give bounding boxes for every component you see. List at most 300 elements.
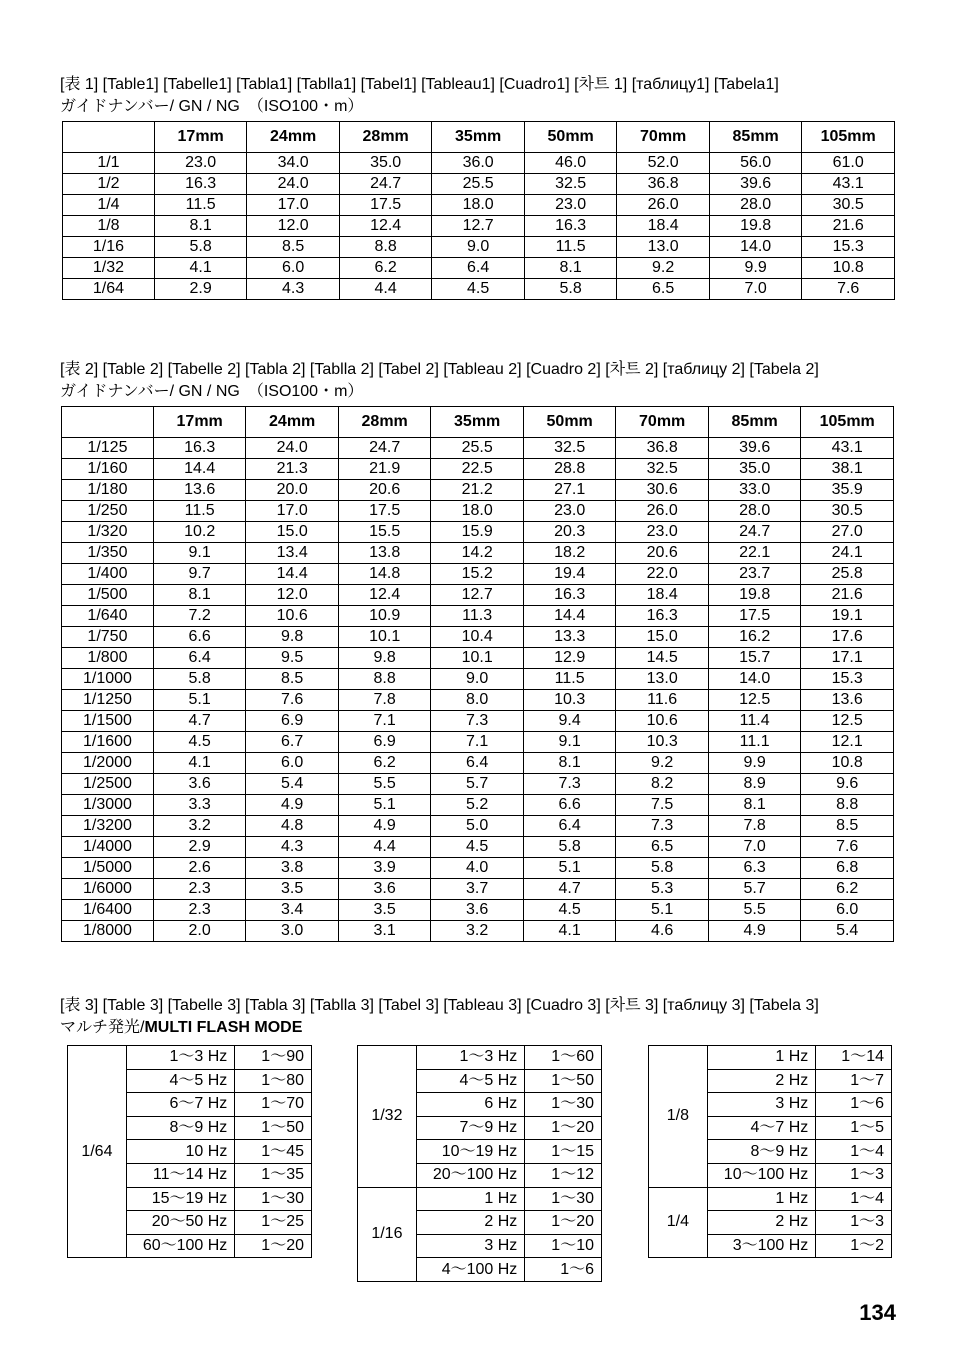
guide-number-cell: 7.1: [338, 711, 431, 732]
guide-number-cell: 11.5: [523, 669, 616, 690]
guide-number-cell: 7.0: [708, 837, 801, 858]
table-row: [649, 1187, 892, 1211]
table1-caption-line2: ガイドナンバー/ GN / NG （ISO100・m）: [60, 98, 364, 115]
guide-number-cell: 43.1: [802, 174, 895, 195]
guide-number-cell: 20.6: [338, 480, 431, 501]
flash-count-cell: 1～20: [235, 1234, 312, 1258]
guide-number-cell: 20.6: [616, 543, 709, 564]
guide-number-cell: 11.6: [616, 690, 709, 711]
guide-number-cell: 36.8: [617, 174, 710, 195]
guide-number-cell: 27.0: [801, 522, 894, 543]
guide-number-cell: 4.5: [523, 900, 616, 921]
power-level-cell: 1/1500: [62, 711, 154, 732]
guide-number-cell: 2.9: [153, 837, 246, 858]
power-level-cell: 1/160: [62, 459, 154, 480]
frequency-cell: 1 Hz: [416, 1187, 525, 1211]
guide-number-cell: 8.2: [616, 774, 709, 795]
table-row: [63, 195, 895, 216]
guide-number-cell: 8.1: [523, 753, 616, 774]
corner-header: [63, 122, 155, 153]
frequency-cell: 20～100 Hz: [416, 1163, 525, 1187]
guide-number-cell: 7.1: [431, 732, 524, 753]
guide-number-cell: 17.5: [708, 606, 801, 627]
guide-number-cell: 6.4: [523, 816, 616, 837]
multi-flash-table-3: [648, 1045, 892, 1258]
guide-number-cell: 32.5: [524, 174, 617, 195]
guide-number-cell: 9.2: [617, 258, 710, 279]
guide-number-cell: 17.5: [338, 501, 431, 522]
flash-count-cell: 1～45: [235, 1140, 312, 1164]
frequency-cell: 1～3 Hz: [416, 1046, 525, 1070]
guide-number-cell: 23.0: [524, 195, 617, 216]
power-level-cell: 1/350: [62, 543, 154, 564]
guide-number-cell: 9.4: [523, 711, 616, 732]
flash-count-cell: 1～2: [816, 1234, 892, 1258]
table-row: [62, 795, 894, 816]
guide-number-cell: 9.2: [616, 753, 709, 774]
guide-number-cell: 24.7: [338, 438, 431, 459]
guide-number-cell: 9.0: [432, 237, 525, 258]
guide-number-cell: 20.3: [523, 522, 616, 543]
guide-number-cell: 26.0: [616, 501, 709, 522]
frequency-cell: 6～7 Hz: [126, 1093, 235, 1117]
guide-number-cell: 3.2: [431, 921, 524, 942]
focal-length-header: 50mm: [523, 407, 616, 438]
guide-number-cell: 8.8: [338, 669, 431, 690]
guide-number-cell: 24.7: [339, 174, 432, 195]
guide-number-cell: 4.9: [338, 816, 431, 837]
guide-number-cell: 18.0: [432, 195, 525, 216]
table-row: [63, 237, 895, 258]
guide-number-cell: 3.6: [431, 900, 524, 921]
guide-number-cell: 7.6: [246, 690, 339, 711]
guide-number-cell: 11.5: [153, 501, 246, 522]
guide-number-cell: 6.0: [801, 900, 894, 921]
guide-number-cell: 23.0: [616, 522, 709, 543]
focal-length-header: 24mm: [246, 407, 339, 438]
guide-number-cell: 13.0: [617, 237, 710, 258]
guide-number-cell: 3.3: [153, 795, 246, 816]
flash-count-cell: 1～3: [816, 1163, 892, 1187]
power-level-cell: 1/16: [358, 1187, 417, 1281]
guide-number-cell: 5.8: [154, 237, 247, 258]
guide-number-cell: 15.3: [802, 237, 895, 258]
guide-number-cell: 6.5: [616, 837, 709, 858]
table-row: [649, 1046, 892, 1070]
guide-number-cell: 16.3: [154, 174, 247, 195]
table-row: [62, 774, 894, 795]
focal-length-header: 35mm: [431, 407, 524, 438]
guide-number-cell: 9.9: [708, 753, 801, 774]
focal-length-header: 105mm: [801, 407, 894, 438]
power-level-cell: 1/800: [62, 648, 154, 669]
guide-number-cell: 9.6: [801, 774, 894, 795]
guide-number-cell: 13.8: [338, 543, 431, 564]
guide-number-cell: 12.9: [523, 648, 616, 669]
guide-number-cell: 6.7: [246, 732, 339, 753]
guide-number-cell: 32.5: [523, 438, 616, 459]
guide-number-cell: 9.5: [246, 648, 339, 669]
guide-number-cell: 10.6: [616, 711, 709, 732]
flash-count-cell: 1～3: [816, 1211, 892, 1235]
focal-length-header: 85mm: [709, 122, 802, 153]
guide-number-cell: 10.2: [153, 522, 246, 543]
frequency-cell: 8～9 Hz: [707, 1140, 816, 1164]
guide-number-cell: 5.5: [338, 774, 431, 795]
flash-count-cell: 1～30: [525, 1187, 602, 1211]
guide-number-cell: 12.0: [246, 585, 339, 606]
guide-number-cell: 52.0: [617, 153, 710, 174]
guide-number-cell: 6.9: [246, 711, 339, 732]
guide-number-cell: 38.1: [801, 459, 894, 480]
flash-count-cell: 1～6: [525, 1258, 602, 1282]
guide-number-cell: 35.0: [339, 153, 432, 174]
guide-number-cell: 13.4: [246, 543, 339, 564]
guide-number-cell: 7.3: [616, 816, 709, 837]
guide-number-cell: 3.6: [153, 774, 246, 795]
table-row: [62, 627, 894, 648]
focal-length-header: 24mm: [247, 122, 340, 153]
guide-number-cell: 14.5: [616, 648, 709, 669]
guide-number-cell: 10.1: [338, 627, 431, 648]
guide-number-cell: 6.8: [801, 858, 894, 879]
guide-number-cell: 26.0: [617, 195, 710, 216]
table-row: [63, 279, 895, 300]
table-row: [62, 522, 894, 543]
table2-caption-line2: ガイドナンバー/ GN / NG （ISO100・m）: [60, 383, 364, 400]
frequency-cell: 1 Hz: [707, 1187, 816, 1211]
guide-number-cell: 2.3: [153, 879, 246, 900]
guide-number-cell: 15.0: [616, 627, 709, 648]
guide-number-cell: 12.1: [801, 732, 894, 753]
guide-number-cell: 3.1: [338, 921, 431, 942]
guide-number-cell: 4.7: [523, 879, 616, 900]
guide-number-cell: 7.8: [708, 816, 801, 837]
table-row: [62, 480, 894, 501]
guide-number-cell: 35.0: [708, 459, 801, 480]
guide-number-cell: 30.6: [616, 480, 709, 501]
table-row: [63, 153, 895, 174]
multi-flash-table-2: [357, 1045, 602, 1282]
power-level-cell: 1/250: [62, 501, 154, 522]
header-row: [63, 122, 895, 153]
power-level-cell: 1/8: [649, 1046, 708, 1188]
guide-number-cell: 19.1: [801, 606, 894, 627]
flash-count-cell: 1～60: [525, 1046, 602, 1070]
table-row: [62, 837, 894, 858]
guide-number-cell: 15.9: [431, 522, 524, 543]
guide-number-cell: 7.3: [431, 711, 524, 732]
guide-number-cell: 3.7: [431, 879, 524, 900]
frequency-cell: 4～7 Hz: [707, 1116, 816, 1140]
guide-number-cell: 13.6: [801, 690, 894, 711]
table-row: [68, 1046, 312, 1070]
frequency-cell: 11～14 Hz: [126, 1163, 235, 1187]
guide-number-cell: 7.8: [338, 690, 431, 711]
guide-number-cell: 5.1: [616, 900, 709, 921]
guide-number-cell: 18.2: [523, 543, 616, 564]
table-row: [62, 669, 894, 690]
power-level-cell: 1/3000: [62, 795, 154, 816]
guide-number-cell: 16.3: [616, 606, 709, 627]
guide-number-cell: 6.6: [523, 795, 616, 816]
power-level-cell: 1/3200: [62, 816, 154, 837]
guide-number-cell: 5.8: [523, 837, 616, 858]
guide-number-cell: 35.9: [801, 480, 894, 501]
guide-number-cell: 23.0: [523, 501, 616, 522]
power-level-cell: 1/640: [62, 606, 154, 627]
table-row: [62, 564, 894, 585]
guide-number-cell: 12.7: [431, 585, 524, 606]
frequency-cell: 60～100 Hz: [126, 1234, 235, 1258]
flash-count-cell: 1～5: [816, 1116, 892, 1140]
guide-number-cell: 3.5: [338, 900, 431, 921]
guide-number-cell: 18.4: [616, 585, 709, 606]
guide-number-cell: 30.5: [802, 195, 895, 216]
frequency-cell: 2 Hz: [707, 1211, 816, 1235]
guide-number-cell: 25.5: [432, 174, 525, 195]
frequency-cell: 6 Hz: [416, 1093, 525, 1117]
guide-number-cell: 23.7: [708, 564, 801, 585]
guide-number-cell: 5.4: [801, 921, 894, 942]
guide-number-cell: 8.1: [524, 258, 617, 279]
page-number: 134: [859, 1300, 896, 1325]
guide-number-cell: 5.8: [524, 279, 617, 300]
guide-number-cell: 22.5: [431, 459, 524, 480]
guide-number-cell: 36.8: [616, 438, 709, 459]
flash-count-cell: 1～30: [235, 1187, 312, 1211]
focal-length-header: 28mm: [339, 122, 432, 153]
guide-number-cell: 16.3: [524, 216, 617, 237]
guide-number-cell: 6.0: [247, 258, 340, 279]
table-row: [62, 585, 894, 606]
power-level-cell: 1/2000: [62, 753, 154, 774]
guide-number-cell: 12.4: [339, 216, 432, 237]
guide-number-cell: 15.3: [801, 669, 894, 690]
guide-number-cell: 25.5: [431, 438, 524, 459]
guide-number-cell: 14.2: [431, 543, 524, 564]
guide-number-cell: 12.4: [338, 585, 431, 606]
power-level-cell: 1/8000: [62, 921, 154, 942]
guide-number-cell: 17.1: [801, 648, 894, 669]
guide-number-cell: 5.0: [431, 816, 524, 837]
guide-number-cell: 25.8: [801, 564, 894, 585]
table-row: [62, 606, 894, 627]
guide-number-cell: 5.4: [246, 774, 339, 795]
power-level-cell: 1/5000: [62, 858, 154, 879]
guide-number-cell: 2.0: [153, 921, 246, 942]
guide-number-cell: 11.1: [708, 732, 801, 753]
guide-number-cell: 4.1: [523, 921, 616, 942]
guide-number-cell: 22.0: [616, 564, 709, 585]
power-level-cell: 1/6000: [62, 879, 154, 900]
guide-number-cell: 10.6: [246, 606, 339, 627]
frequency-cell: 2 Hz: [707, 1069, 816, 1093]
guide-number-cell: 30.5: [801, 501, 894, 522]
guide-number-cell: 6.4: [432, 258, 525, 279]
guide-number-cell: 10.4: [431, 627, 524, 648]
guide-number-cell: 39.6: [708, 438, 801, 459]
power-level-cell: 1/32: [358, 1046, 417, 1188]
guide-number-cell: 6.2: [338, 753, 431, 774]
power-level-cell: 1/320: [62, 522, 154, 543]
guide-number-cell: 5.2: [431, 795, 524, 816]
focal-length-header: 28mm: [338, 407, 431, 438]
table1-caption-line1: [表 1] [Table1] [Tabelle1] [Tabla1] [Tablla1] [Tabel1] [Tableau1] [Cuadro1] [차트 1] [таблицу1] [Tabela1]: [60, 76, 779, 93]
power-level-cell: 1/1250: [62, 690, 154, 711]
frequency-cell: 3 Hz: [707, 1093, 816, 1117]
guide-number-cell: 18.4: [617, 216, 710, 237]
frequency-cell: 10～100 Hz: [707, 1163, 816, 1187]
guide-number-cell: 8.1: [153, 585, 246, 606]
guide-number-cell: 11.5: [524, 237, 617, 258]
guide-number-cell: 3.6: [338, 879, 431, 900]
focal-length-header: 50mm: [524, 122, 617, 153]
guide-number-cell: 15.5: [338, 522, 431, 543]
multi-flash-table-1: [67, 1045, 312, 1258]
guide-number-cell: 4.1: [153, 753, 246, 774]
guide-number-cell: 36.0: [432, 153, 525, 174]
guide-number-cell: 12.5: [801, 711, 894, 732]
table3-caption-line2: [60, 1017, 819, 1039]
guide-number-cell: 4.7: [153, 711, 246, 732]
guide-number-cell: 14.4: [246, 564, 339, 585]
guide-number-cell: 17.5: [339, 195, 432, 216]
table-row: [62, 501, 894, 522]
guide-number-table-1: [62, 121, 895, 300]
guide-number-cell: 28.8: [523, 459, 616, 480]
power-level-cell: 1/1: [63, 153, 155, 174]
guide-number-cell: 6.0: [246, 753, 339, 774]
guide-number-cell: 9.9: [709, 258, 802, 279]
guide-number-cell: 3.5: [246, 879, 339, 900]
guide-number-cell: 8.8: [339, 237, 432, 258]
focal-length-header: 85mm: [708, 407, 801, 438]
table-row: [62, 921, 894, 942]
frequency-cell: 3～100 Hz: [707, 1234, 816, 1258]
table-row: [62, 438, 894, 459]
power-level-cell: 1/4000: [62, 837, 154, 858]
guide-number-cell: 10.3: [616, 732, 709, 753]
power-level-cell: 1/32: [63, 258, 155, 279]
guide-number-cell: 4.9: [246, 795, 339, 816]
power-level-cell: 1/16: [63, 237, 155, 258]
table3-caption-en: MULTI FLASH MODE: [144, 1019, 303, 1036]
flash-count-cell: 1～7: [816, 1069, 892, 1093]
guide-number-cell: 3.4: [246, 900, 339, 921]
guide-number-cell: 8.8: [801, 795, 894, 816]
guide-number-cell: 7.0: [709, 279, 802, 300]
frequency-cell: 4～5 Hz: [126, 1069, 235, 1093]
guide-number-cell: 5.1: [153, 690, 246, 711]
flash-count-cell: 1～50: [235, 1116, 312, 1140]
table-row: [63, 258, 895, 279]
flash-count-cell: 1～14: [816, 1046, 892, 1070]
flash-count-cell: 1～90: [235, 1046, 312, 1070]
guide-number-cell: 8.9: [708, 774, 801, 795]
guide-number-cell: 24.7: [708, 522, 801, 543]
guide-number-cell: 8.5: [801, 816, 894, 837]
frequency-cell: 3 Hz: [416, 1234, 525, 1258]
guide-number-cell: 61.0: [802, 153, 895, 174]
guide-number-cell: 7.5: [616, 795, 709, 816]
guide-number-cell: 4.3: [246, 837, 339, 858]
guide-number-cell: 22.1: [708, 543, 801, 564]
guide-number-cell: 12.0: [247, 216, 340, 237]
guide-number-cell: 2.6: [153, 858, 246, 879]
guide-number-cell: 5.1: [338, 795, 431, 816]
power-level-cell: 1/400: [62, 564, 154, 585]
flash-count-cell: 1～12: [525, 1163, 602, 1187]
guide-number-cell: 10.8: [802, 258, 895, 279]
table3-caption: [60, 995, 819, 1039]
guide-number-cell: 9.0: [431, 669, 524, 690]
frequency-cell: 4～100 Hz: [416, 1258, 525, 1282]
table-row: [62, 732, 894, 753]
power-level-cell: 1/1000: [62, 669, 154, 690]
table-row: [358, 1046, 602, 1070]
guide-number-cell: 23.0: [154, 153, 247, 174]
focal-length-header: 70mm: [617, 122, 710, 153]
frequency-cell: 4～5 Hz: [416, 1069, 525, 1093]
frequency-cell: 20～50 Hz: [126, 1211, 235, 1235]
power-level-cell: 1/750: [62, 627, 154, 648]
guide-number-cell: 34.0: [247, 153, 340, 174]
guide-number-cell: 14.4: [523, 606, 616, 627]
table3-caption-jp: マルチ発光/: [60, 1019, 145, 1036]
flash-count-cell: 1～15: [525, 1140, 602, 1164]
guide-number-cell: 46.0: [524, 153, 617, 174]
guide-number-cell: 27.1: [523, 480, 616, 501]
table-row: [62, 648, 894, 669]
guide-number-cell: 12.7: [432, 216, 525, 237]
guide-number-cell: 7.6: [802, 279, 895, 300]
guide-number-cell: 21.2: [431, 480, 524, 501]
table2-caption: [60, 359, 819, 403]
guide-number-cell: 14.4: [153, 459, 246, 480]
frequency-cell: 15～19 Hz: [126, 1187, 235, 1211]
guide-number-cell: 8.0: [431, 690, 524, 711]
guide-number-cell: 9.8: [246, 627, 339, 648]
guide-number-cell: 5.7: [708, 879, 801, 900]
power-level-cell: 1/180: [62, 480, 154, 501]
guide-number-cell: 16.3: [523, 585, 616, 606]
frequency-cell: 10～19 Hz: [416, 1140, 525, 1164]
guide-number-cell: 11.3: [431, 606, 524, 627]
power-level-cell: 1/4: [649, 1187, 708, 1258]
guide-number-cell: 4.5: [153, 732, 246, 753]
guide-number-cell: 3.0: [246, 921, 339, 942]
guide-number-cell: 21.6: [802, 216, 895, 237]
guide-number-cell: 3.9: [338, 858, 431, 879]
power-level-cell: 1/2500: [62, 774, 154, 795]
guide-number-cell: 24.0: [246, 438, 339, 459]
flash-count-cell: 1～80: [235, 1069, 312, 1093]
table-row: [62, 711, 894, 732]
guide-number-cell: 20.0: [246, 480, 339, 501]
guide-number-cell: 8.5: [247, 237, 340, 258]
guide-number-cell: 5.3: [616, 879, 709, 900]
focal-length-header: 35mm: [432, 122, 525, 153]
power-level-cell: 1/1600: [62, 732, 154, 753]
guide-number-cell: 33.0: [708, 480, 801, 501]
table3-caption-line1: [表 3] [Table 3] [Tabelle 3] [Tabla 3] [Tablla 3] [Tabel 3] [Tableau 3] [Cuadro 3] [차트 3] [таблицу 3] [Tabela 3]: [60, 997, 819, 1014]
guide-number-cell: 9.7: [153, 564, 246, 585]
guide-number-cell: 4.5: [432, 279, 525, 300]
power-level-cell: 1/64: [63, 279, 155, 300]
guide-number-cell: 5.8: [153, 669, 246, 690]
frequency-cell: 8～9 Hz: [126, 1116, 235, 1140]
